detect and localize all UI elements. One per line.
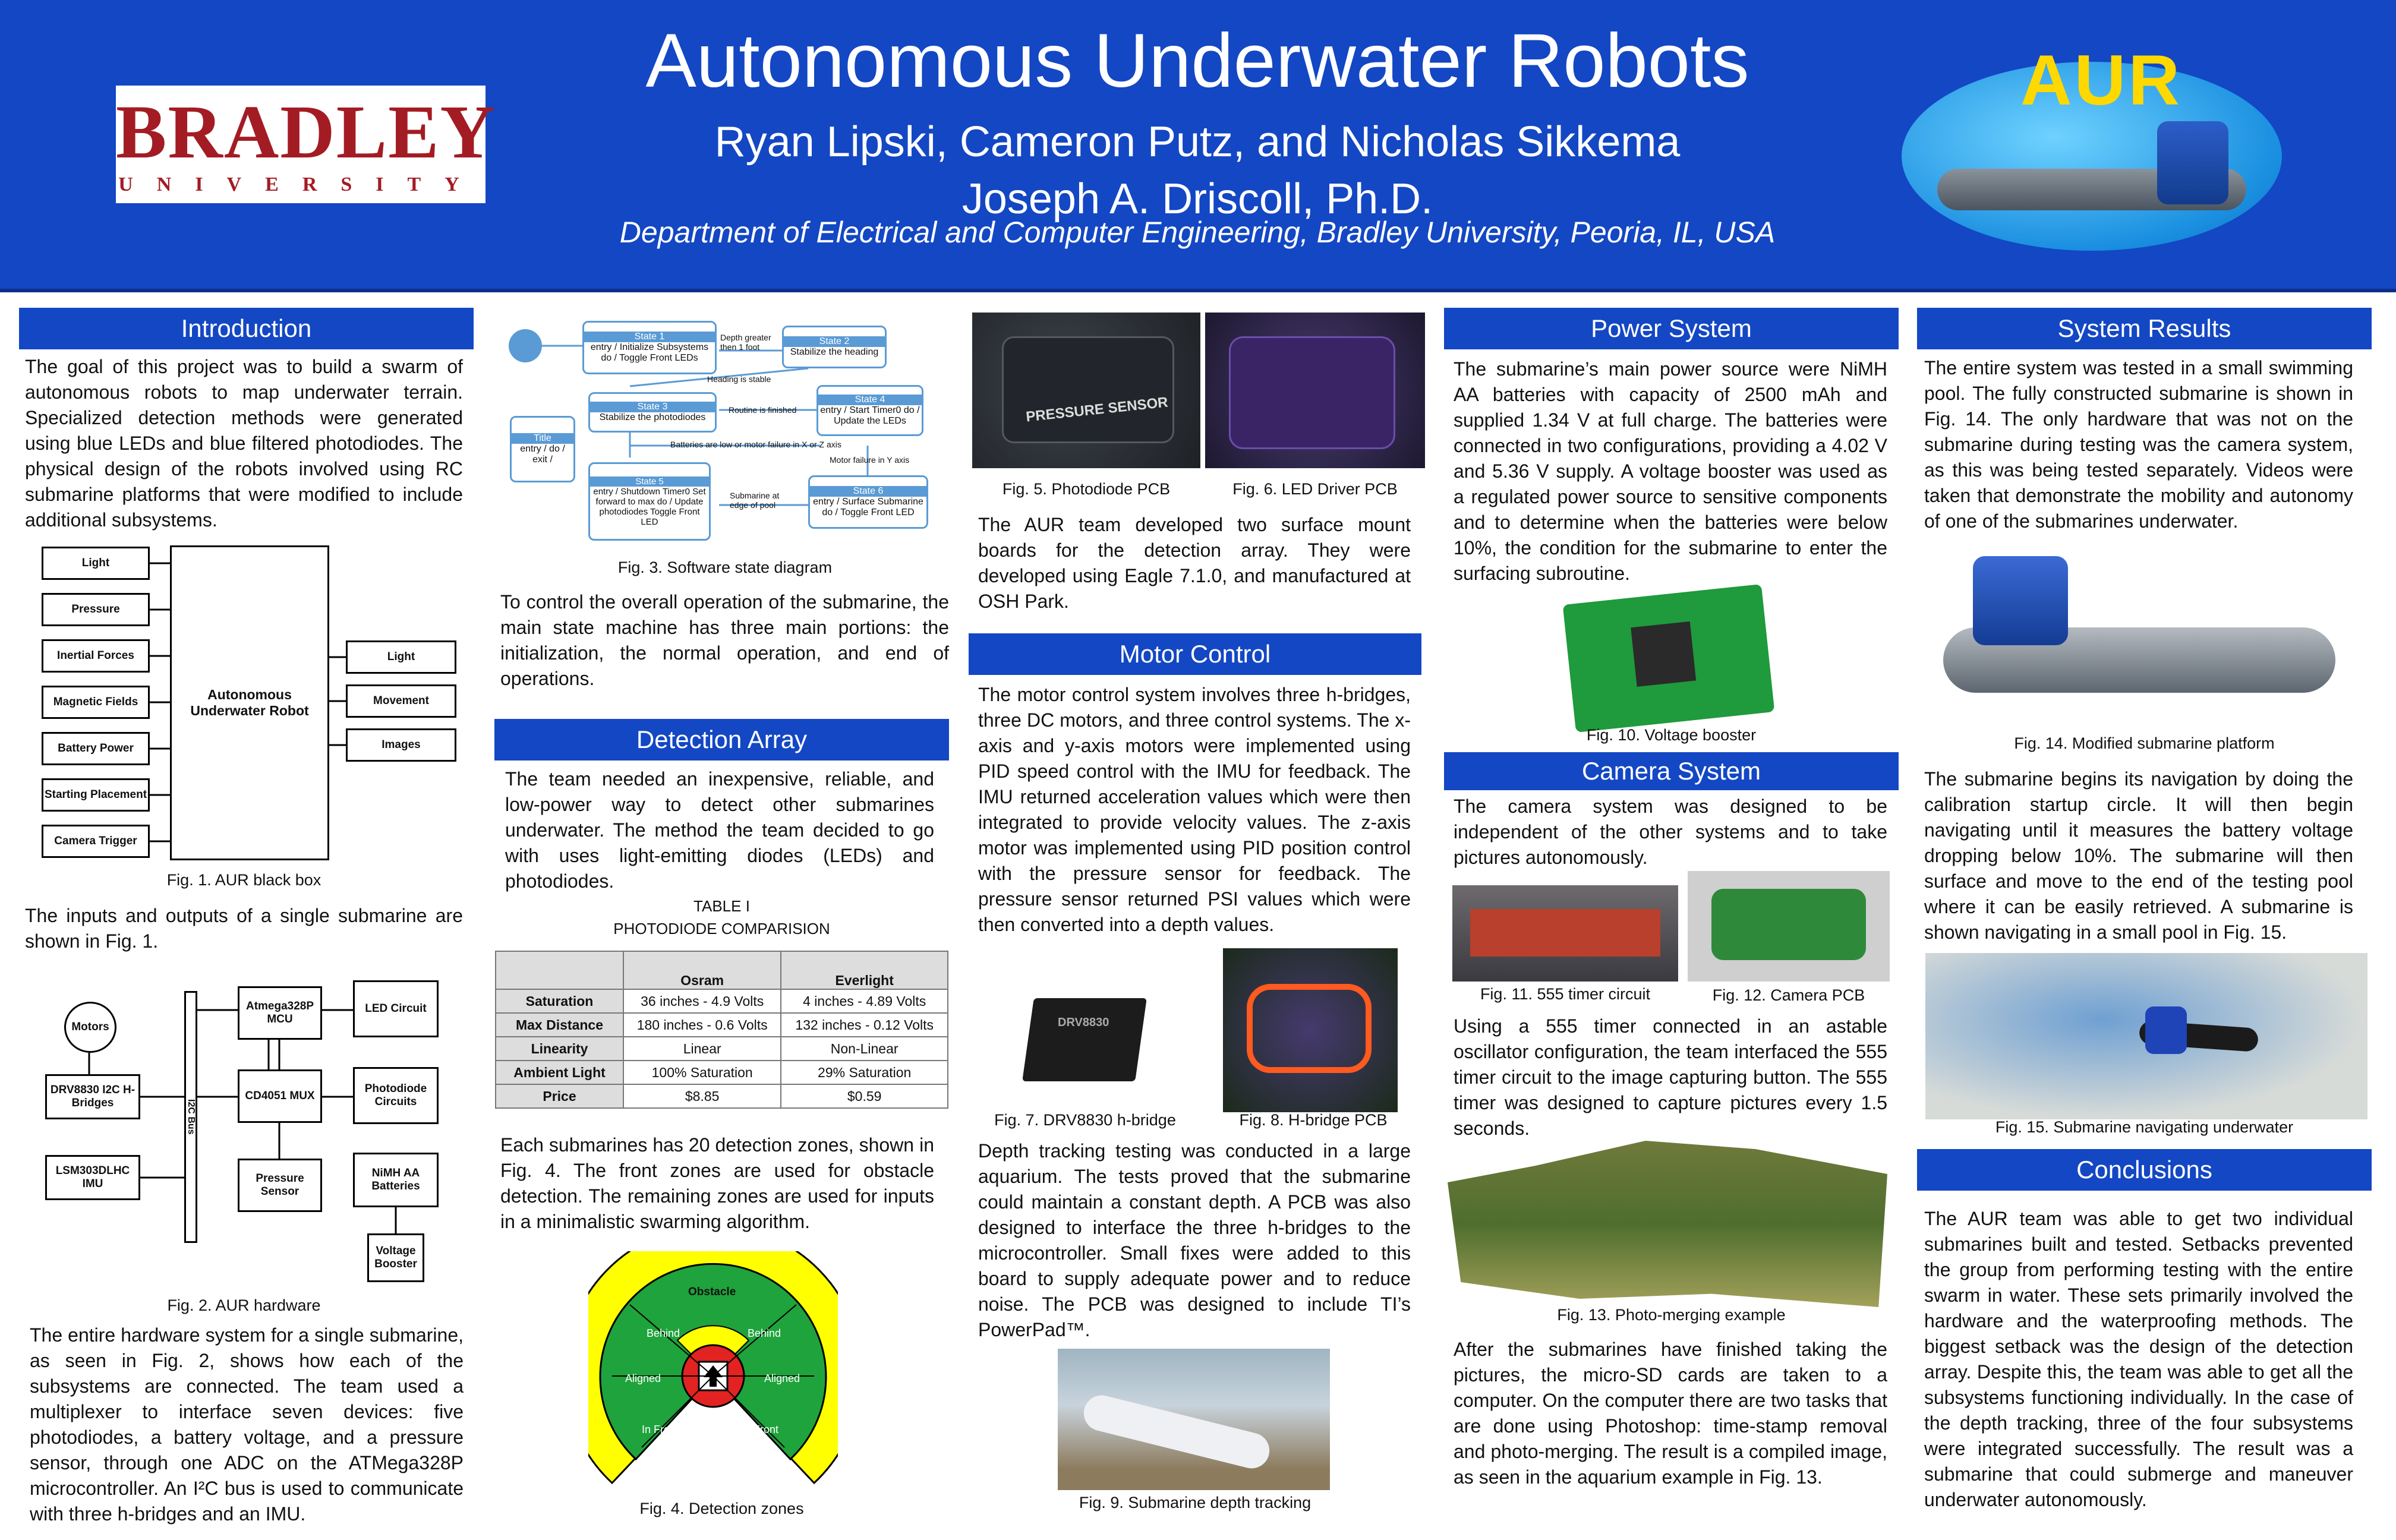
figure-8-caption: Fig. 8. H-bridge PCB — [1239, 1111, 1388, 1129]
nimh-node: NiMH AA Batteries — [353, 1153, 439, 1207]
state-3-title: State 3 — [590, 402, 715, 412]
section-heading-conclusions: Conclusions — [1917, 1149, 2372, 1191]
table-header — [496, 951, 623, 989]
logo-subtitle: UNIVERSITY — [118, 173, 483, 195]
output-movement: Movement — [346, 684, 456, 718]
input-battery-power: Battery Power — [42, 732, 150, 765]
state-title-legend — [510, 416, 575, 482]
figure-4-caption: Fig. 4. Detection zones — [639, 1500, 804, 1517]
intro-paragraph-1: The goal of this project was to build a swarm of autonomous robots to map underwater terrain. Specialized detection methods were generated using blue LEDs and blue filtered photodiodes. The physical design of the robots involved using RC submarine platforms that were modified to include additional subsystems. — [25, 356, 463, 531]
drv8830-node: DRV8830 I2C H-Bridges — [45, 1074, 140, 1119]
table-header: Osram — [623, 951, 781, 989]
aur-logo — [1902, 40, 2282, 251]
figure-3-caption: Fig. 3. Software state diagram — [617, 558, 833, 576]
chip-label: DRV8830 — [1058, 1016, 1109, 1029]
zone-behind-left: Behind — [647, 1327, 680, 1339]
state-2 — [782, 326, 887, 368]
drv8830-chip-photo — [1022, 980, 1153, 1111]
voltage-booster-photo — [1563, 584, 1775, 733]
table-cell: Linearity — [496, 1037, 623, 1061]
pcb-silkscreen: PRESSURE SENSOR — [1025, 394, 1169, 425]
figure-13-caption: Fig. 13. Photo-merging example — [1557, 1306, 1786, 1324]
state-6 — [808, 475, 928, 529]
section-heading-detection-array: Detection Array — [494, 719, 949, 760]
transition-edge: Submarine at edge of pool — [730, 491, 780, 510]
table-row — [496, 1061, 948, 1084]
state-4-body: entry / Start Timer0 do / Update the LEDs — [820, 405, 920, 426]
table-cell: Non-Linear — [781, 1037, 948, 1061]
table-title: PHOTODIODE COMPARISION — [613, 920, 830, 938]
photodiode-pcb-photo — [972, 313, 1200, 468]
table-cell: $0.59 — [781, 1084, 948, 1108]
table-cell: $8.85 — [623, 1084, 781, 1108]
transition-heading: Heading is stable — [707, 374, 771, 384]
input-inertial-forces: Inertial Forces — [42, 639, 150, 673]
figure-9-caption: Fig. 9. Submarine depth tracking — [1079, 1494, 1312, 1511]
table-cell: 132 inches - 0.12 Volts — [781, 1013, 948, 1037]
figure-12-caption: Fig. 12. Camera PCB — [1712, 986, 1865, 1004]
state-2-title: State 2 — [784, 336, 885, 347]
hbridge-pcb-photo — [1223, 948, 1398, 1112]
state-4 — [816, 385, 923, 436]
figure-2-caption: Fig. 2. AUR hardware — [167, 1296, 321, 1314]
zone-obstacle: Obstacle — [688, 1286, 736, 1298]
intro-paragraph-3: The entire hardware system for a single submarine, as seen in Fig. 2, shows how each of the subsystems are connected. The team used a multiplexer to interface seven devices: five photodiodes, a battery voltage, and a pressure sensor, through one ADC on the ATMega328P microcontroller. An I²C bus is used to communicate with three h-bridges and an IMU. — [30, 1324, 464, 1525]
black-box-robot: Autonomous Underwater Robot — [170, 545, 329, 860]
state-1 — [582, 321, 717, 374]
camera-pcb-photo — [1688, 871, 1890, 982]
table-row — [496, 1013, 948, 1037]
transition-batteries: Batteries are low or motor failure in X or Z axis — [670, 440, 841, 449]
state-5-body: entry / Shutdown Timer0 Set forward to max do / Update photodiodes Toggle Front LED — [593, 486, 706, 527]
zone-aligned-right: Aligned — [764, 1372, 800, 1384]
state-2-body: Stabilize the heading — [790, 347, 879, 357]
zone-aligned-left: Aligned — [625, 1372, 661, 1384]
input-light: Light — [42, 547, 150, 580]
col3-paragraph-1: The AUR team developed two surface mount boards for the detection array. They were developed using Eagle 7.1.0, and manufactured at OSH Park. — [978, 514, 1411, 612]
input-camera-trigger: Camera Trigger — [42, 825, 150, 858]
table-header-row — [496, 951, 948, 989]
table-cell: Linear — [623, 1037, 781, 1061]
pressure-sensor-node: Pressure Sensor — [238, 1159, 322, 1212]
aur-logo-text: AUR — [2020, 40, 2182, 120]
figure-14-caption: Fig. 14. Modified submarine platform — [2014, 734, 2275, 752]
poster-title: Autonomous Underwater Robots — [645, 18, 1749, 103]
table-header: Everlight — [781, 951, 948, 989]
table-label: TABLE I — [693, 897, 750, 915]
table-cell: 29% Saturation — [781, 1061, 948, 1084]
authors: Ryan Lipski, Cameron Putz, and Nicholas Sikkema — [714, 118, 1681, 166]
col4-paragraph-1: The submarine’s main power source were NiMH AA batteries with capacity of 2500 mAh and supplied 1.34 V at full charge. The batteries were connected in two configurations, providing a 4.02 V and 5.36 V supply. A voltage booster was used as a regulated power source to sensitive components and to determine when the batteries were below 10%, the condition for the submarine to enter the surfacing subroutine. — [1454, 358, 1887, 584]
state-1-title: State 1 — [584, 332, 715, 342]
state-1-body: entry / Initialize Subsystems do / Toggle Front LEDs — [590, 342, 709, 363]
input-starting-placement: Starting Placement — [42, 778, 150, 812]
zone-front-left: In Front — [642, 1424, 679, 1435]
submarine-underwater-photo — [1925, 953, 2367, 1119]
booster-node: Voltage Booster — [367, 1233, 424, 1282]
department: Department of Electrical and Computer Engineering, Bradley University, Peoria, IL, USA — [619, 216, 1776, 249]
transition-routine: Routine is finished — [729, 405, 797, 415]
led-circuit-node: LED Circuit — [353, 980, 439, 1037]
table-cell: Max Distance — [496, 1013, 623, 1037]
advisor: Joseph A. Driscoll, Ph.D. — [961, 175, 1433, 223]
col5-paragraph-1: The entire system was tested in a small swimming pool. The fully constructed submarine is shown in Fig. 14. The only hardware that was not on the submarine during testing was the camera system, as this was being tested separately. Videos were taken that demonstrate the mobility and autonomy of one of the submarines underwater. — [1924, 357, 2353, 532]
legend-body: entry / do / exit / — [520, 444, 565, 465]
state-5 — [588, 462, 711, 541]
figure-6-caption: Fig. 6. LED Driver PCB — [1232, 480, 1398, 498]
table-row — [496, 989, 948, 1013]
atmega-node: Atmega328P MCU — [238, 986, 322, 1040]
figure-10-caption: Fig. 10. Voltage booster — [1586, 726, 1757, 744]
depth-tracking-photo — [1058, 1349, 1330, 1490]
zone-behind-right: Behind — [748, 1327, 781, 1339]
intro-paragraph-2: The inputs and outputs of a single submarine are shown in Fig. 1. — [25, 905, 463, 952]
legend-title: Title — [512, 433, 573, 444]
section-heading-camera-system: Camera System — [1444, 752, 1899, 790]
section-heading-power-system: Power System — [1444, 308, 1899, 349]
led-driver-pcb-photo — [1205, 313, 1425, 468]
col5-paragraph-3: The AUR team was able to get two individual submarines built and tested. Setbacks prevented the group from performing testing with the entire swarm in water. These sets primarily involved the hardware and the waterproofing methods. The biggest setback was the design of the detection array. Despite this, the team was able to get all the subsystems functioning individually. In the case of the depth tracking, three of the four subsystems were integrated successfully. The result was a submarine that could submerge and maneuver underwater autonomously. — [1924, 1208, 2353, 1510]
table-cell: Ambient Light — [496, 1061, 623, 1084]
motors-node: Motors — [64, 1002, 116, 1053]
table-row — [496, 1037, 948, 1061]
table-cell: Saturation — [496, 989, 623, 1013]
col2-paragraph-2: The team needed an inexpensive, reliable, and low-power way to detect other submarines underwater. The method the team decided to go with uses light-emitting diodes (LEDs) and photodiodes. — [505, 768, 934, 892]
figure-1-caption: Fig. 1. AUR black box — [166, 871, 321, 889]
modified-submarine-photo — [1937, 544, 2353, 728]
col3-paragraph-2: The motor control system involves three h-bridges, three DC motors, and three control systems. The x-axis and y-axis motors were implemented using PID speed control with the IMU for feedback. The IMU returned acceleration values which were then integrated to provide velocity values. The z-axis motor was implemented using PID position control with the pressure sensor for feedback. The pressure sensor returned PSI values which were then converted into a depth values. — [978, 684, 1411, 935]
col4-paragraph-4: After the submarines have finished taking the pictures, the micro-SD cards are taken to a computer. On the computer there are two tasks that are done using Photoshop: time-stamp removal and photo-merging. The result is a compiled image, as seen in the aquarium example in Fig. 13. — [1454, 1339, 1887, 1488]
figure-5-caption: Fig. 5. Photodiode PCB — [1002, 480, 1171, 498]
state-6-title: State 6 — [810, 486, 926, 497]
transition-depth: Depth greater then 1 foot — [720, 333, 771, 352]
state-6-body: entry / Surface Submarine do / Toggle Front LED — [813, 497, 923, 517]
col4-paragraph-3: Using a 555 timer connected in an astable oscillator configuration, the team interfaced the 555 timer circuit to the image capturing button. The 555 timer was designed to capture pictures every 1.5 seconds. — [1454, 1015, 1887, 1139]
col4-paragraph-2: The camera system was designed to be independent of the other systems and to take pictures autonomously. — [1454, 796, 1887, 868]
photodiode-table — [495, 951, 948, 1109]
section-heading-system-results: System Results — [1917, 308, 2372, 349]
col2-paragraph-3: Each submarines has 20 detection zones, shown in Fig. 4. The front zones are used for obstacle detection. The remaining zones are used for inputs in a minimalistic swarming algorithm. — [500, 1134, 934, 1232]
output-images: Images — [346, 728, 456, 762]
transition-motor-y: Motor failure in Y axis — [830, 455, 910, 465]
table-cell: 36 inches - 4.9 Volts — [623, 989, 781, 1013]
table-cell: Price — [496, 1084, 623, 1108]
logo-wordmark: BRADLEY — [116, 90, 496, 174]
figure-11-caption: Fig. 11. 555 timer circuit — [1480, 985, 1651, 1003]
section-heading-introduction: Introduction — [19, 308, 474, 349]
zone-front-right: In Front — [742, 1424, 779, 1435]
camera-cap-icon — [2157, 121, 2228, 204]
col2-paragraph-1: To control the overall operation of the submarine, the main state machine has three main portions: the initialization, the normal operation, and end of operations. — [500, 591, 949, 689]
state-3-body: Stabilize the photodiodes — [599, 412, 706, 422]
state-4-title: State 4 — [818, 395, 922, 405]
photodiode-node: Photodiode Circuits — [353, 1067, 439, 1124]
section-heading-motor-control: Motor Control — [969, 633, 1421, 675]
input-magnetic-fields: Magnetic Fields — [42, 686, 150, 719]
state-3 — [588, 392, 717, 433]
table-cell: 100% Saturation — [623, 1061, 781, 1084]
state-5-title: State 5 — [590, 476, 709, 487]
i2c-bus: I2C Bus — [184, 991, 197, 1243]
table-cell: 180 inches - 0.6 Volts — [623, 1013, 781, 1037]
figure-15-caption: Fig. 15. Submarine navigating underwater — [1995, 1118, 2294, 1136]
cd4051-node: CD4051 MUX — [238, 1069, 322, 1123]
figure-7-caption: Fig. 7. DRV8830 h-bridge — [994, 1111, 1176, 1129]
input-pressure: Pressure — [42, 593, 150, 626]
lsm303-node: LSM303DLHC IMU — [45, 1155, 140, 1200]
table-row — [496, 1084, 948, 1108]
col5-paragraph-2: The submarine begins its navigation by doing the calibration startup circle. It will then begin navigating until it measures the battery voltage dropping below 10%. The submarine will then surface and move to the end of the testing pool where it can be easily retrieved. A submarine is shown navigating in a small pool in Fig. 15. — [1924, 768, 2353, 943]
timer-circuit-photo — [1452, 885, 1678, 982]
photo-merge-image — [1448, 1141, 1887, 1307]
output-light: Light — [346, 640, 456, 674]
table-cell: 4 inches - 4.89 Volts — [781, 989, 948, 1013]
col3-paragraph-3: Depth tracking testing was conducted in a large aquarium. The tests proved that the submarine could maintain a constant depth. A PCB was also designed to interface the three h-bridges to the microcontroller. Small fixes were added to this board to supply adequate power and to reduce noise. The PCB was designed to include TI’s PowerPad™. — [978, 1140, 1411, 1340]
